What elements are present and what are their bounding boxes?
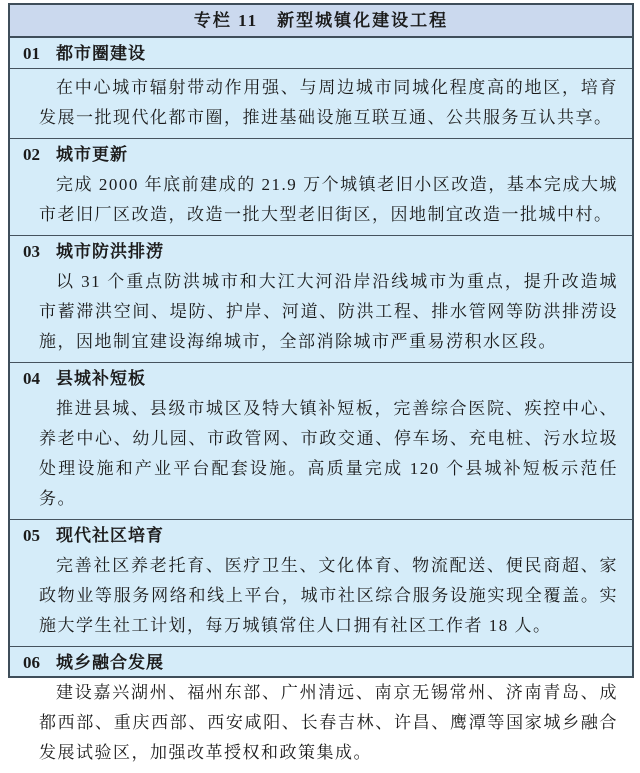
sections-container	[10, 38, 632, 773]
section-heading-row	[10, 520, 632, 549]
section	[10, 362, 632, 519]
section-body-text: 建设嘉兴湖州、福州东部、广州清远、南京无锡常州、济南青岛、成都西部、重庆西部、西安咸阳、长春吉林、许昌、鹰潭等国家城乡融合发展试验区，加强改革授权和政策集成。	[39, 683, 618, 762]
section-number: 01	[23, 44, 40, 63]
section-heading-row	[10, 38, 632, 69]
section-heading-row	[10, 363, 632, 392]
section-heading-row	[10, 139, 632, 168]
section-body-text: 完善社区养老托育、医疗卫生、文化体育、物流配送、便民商超、家政物业等服务网络和线上平台，城市社区综合服务设施实现全覆盖。实施大学生社工计划，每万城镇常住人口拥有社区工作者 18 人。	[39, 556, 618, 635]
section	[10, 646, 632, 773]
panel-title-bar	[10, 5, 632, 38]
section-body-text: 在中心城市辐射带动作用强、与周边城市同城化程度高的地区，培育发展一批现代化都市圈，推进基础设施互联互通、公共服务互认共享。	[39, 78, 618, 127]
section-number: 03	[23, 242, 40, 261]
section	[10, 519, 632, 646]
section-heading-label: 县城补短板	[56, 369, 146, 388]
section-number: 04	[23, 369, 40, 388]
section-heading-row	[10, 236, 632, 265]
section-heading-label: 都市圈建设	[56, 44, 146, 63]
section-heading-label: 现代社区培育	[56, 526, 164, 545]
section-heading-row	[10, 647, 632, 676]
section-body-text: 推进县城、县级市城区及特大镇补短板，完善综合医院、疾控中心、养老中心、幼儿园、市政管网、市政交通、停车场、充电桩、污水垃圾处理设施和产业平台配套设施。高质量完成 120 个县城补短板示范任务。	[39, 399, 618, 508]
box-panel	[8, 3, 634, 762]
section	[10, 138, 632, 235]
section-heading-label: 城市更新	[56, 145, 128, 164]
section-body-text: 完成 2000 年底前建成的 21.9 万个城镇老旧小区改造，基本完成大城市老旧厂区改造，改造一批大型老旧街区，因地制宜改造一批城中村。	[39, 175, 618, 224]
section	[10, 38, 632, 138]
section-heading-label: 城乡融合发展	[56, 653, 164, 672]
section-heading-label: 城市防洪排涝	[56, 242, 164, 261]
section-number: 06	[23, 653, 40, 672]
section-number: 02	[23, 145, 40, 164]
panel-title: 专栏 11 新型城镇化建设工程	[193, 11, 449, 30]
section	[10, 235, 632, 362]
section-number: 05	[23, 526, 40, 545]
section-body-text: 以 31 个重点防洪城市和大江大河沿岸沿线城市为重点，提升改造城市蓄滞洪空间、堤防、护岸、河道、防洪工程、排水管网等防洪排涝设施，因地制宜建设海绵城市，全部消除城市严重易涝积水区段。	[39, 272, 618, 351]
